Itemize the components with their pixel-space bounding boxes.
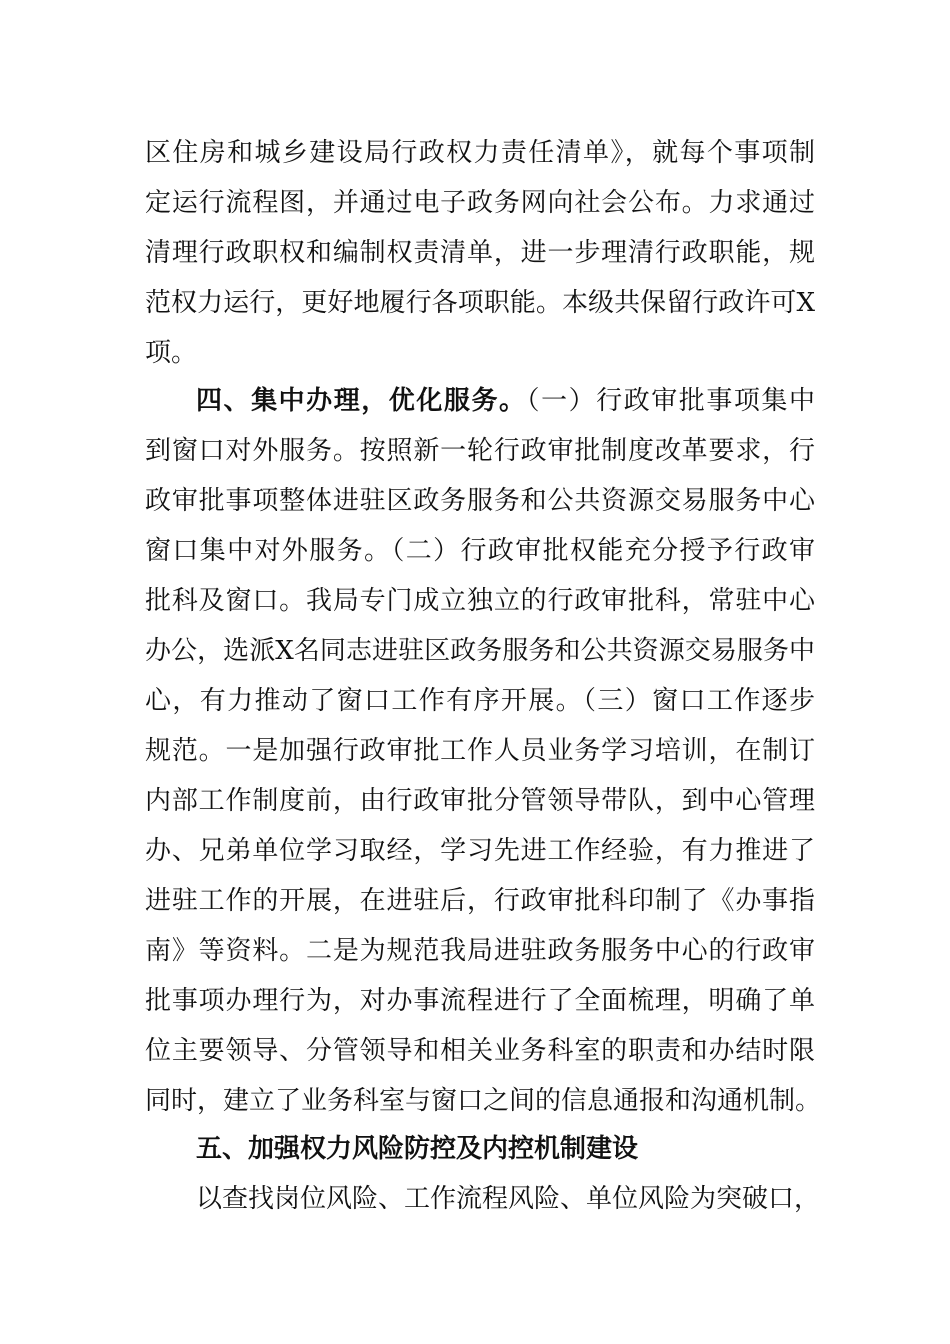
- body-line: 南》等资料。二是为规范我局进驻政务服务中心的行政审: [145, 936, 815, 966]
- body-line: 范权力运行，更好地履行各项职能。本级共保留行政许可X: [145, 288, 815, 318]
- body-line: 到窗口对外服务。按照新一轮行政审批制度改革要求，行: [145, 436, 815, 466]
- body-line: 清理行政职权和编制权责清单，进一步理清行政职能，规: [145, 238, 815, 268]
- section-4-first-line: [196, 376, 815, 426]
- section-4-heading: 四、集中办理，优化服务。: [196, 386, 527, 416]
- body-line: 窗口集中对外服务。（二）行政审批权能充分授予行政审: [145, 536, 815, 566]
- section-5-heading: 五、加强权力风险防控及内控机制建设: [196, 1134, 639, 1164]
- body-line: 办、兄弟单位学习取经，学习先进工作经验，有力推进了: [145, 836, 815, 866]
- body-line: 定运行流程图，并通过电子政务网向社会公布。力求通过: [145, 188, 815, 218]
- body-line: 项。: [145, 338, 198, 368]
- body-line: 政审批事项整体进驻区政务服务和公共资源交易服务中心: [145, 486, 815, 516]
- body-line: 内部工作制度前，由行政审批分管领导带队，到中心管理: [145, 786, 815, 816]
- body-line: 心，有力推动了窗口工作有序开展。（三）窗口工作逐步: [145, 686, 815, 716]
- section-4-first-line-text: （一）行政审批事项集中: [526, 386, 815, 416]
- body-line: 批事项办理行为，对办事流程进行了全面梳理，明确了单: [145, 986, 815, 1016]
- body-line: 办公，选派X名同志进驻区政务服务和公共资源交易服务中: [145, 636, 815, 666]
- body-line: 位主要领导、分管领导和相关业务科室的职责和办结时限: [145, 1036, 815, 1066]
- body-line: 区住房和城乡建设局行政权力责任清单》，就每个事项制: [145, 138, 815, 168]
- body-line: 进驻工作的开展，在进驻后，行政审批科印制了《办事指: [145, 886, 815, 916]
- body-line: 批科及窗口。我局专门成立独立的行政审批科，常驻中心: [145, 586, 815, 616]
- body-line: 规范。一是加强行政审批工作人员业务学习培训，在制订: [145, 736, 815, 766]
- body-line: 同时，建立了业务科室与窗口之间的信息通报和沟通机制。: [145, 1086, 822, 1116]
- body-line: 以查找岗位风险、工作流程风险、单位风险为突破口，: [196, 1184, 821, 1214]
